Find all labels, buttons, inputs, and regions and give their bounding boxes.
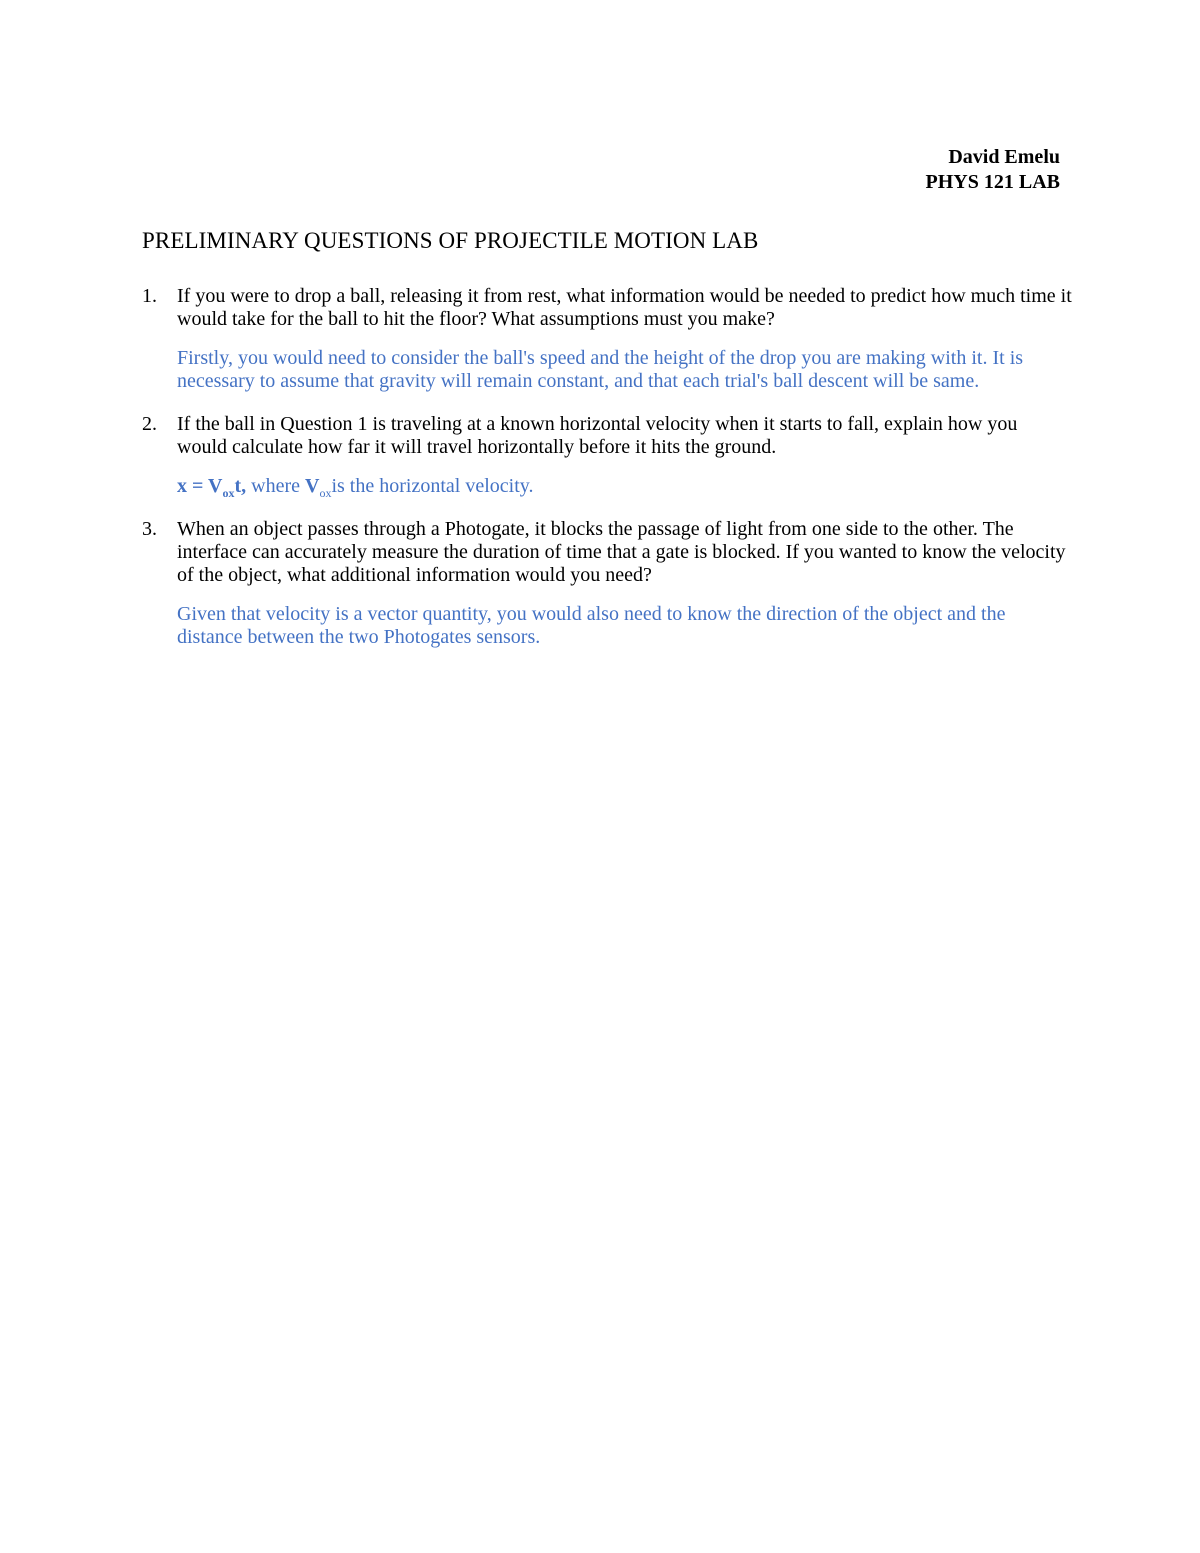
answer-formula [177,475,1072,498]
document-title: PRELIMINARY QUESTIONS OF PROJECTILE MOTION LAB [142,228,759,253]
formula-description: is the horizontal velocity. [331,475,534,497]
formula-velocity-subscript: ox [319,486,332,500]
formula-subscript: ox [222,486,235,500]
question-text: If the ball in Question 1 is traveling at a known horizontal velocity when it starts to fall, explain how you would calculate how far it will travel horizontally before it hits the ground. [177,413,1018,458]
answer-text: Firstly, you would need to consider the ball's speed and the height of the drop you are making with it. It is necessary to assume that gravity will remain constant, and that each trial's ball descent will be same. [177,347,1024,392]
question-list [142,285,1072,649]
question-item-1 [142,285,1072,393]
question-item-3 [142,518,1072,649]
formula-where: where [246,475,306,497]
question-text: If you were to drop a ball, releasing it from rest, what information would be needed to predict how much time it would take for the ball to hit the floor? What assumptions must you make? [177,285,1072,330]
question-text: When an object passes through a Photogate, it blocks the passage of light from one side to the other. The interface can accurately measure the duration of time that a gate is blocked. If you wanted to know the velocity of the object, what additional information would you need? [177,518,1066,586]
question-number: 2. [142,413,157,435]
formula-time: t, [234,475,247,497]
answer-text: Given that velocity is a vector quantity, you would also need to know the direction of the object and the distance between the two Photogates sensors. [177,603,1006,648]
document-header [926,145,1060,195]
formula-velocity-symbol: V [305,475,320,497]
formula-lhs: x = V [177,475,223,497]
question-item-2 [142,413,1072,498]
author-name: David Emelu [948,146,1060,168]
question-number: 3. [142,518,157,540]
course-name: PHYS 121 LAB [925,171,1060,193]
question-number: 1. [142,285,157,307]
